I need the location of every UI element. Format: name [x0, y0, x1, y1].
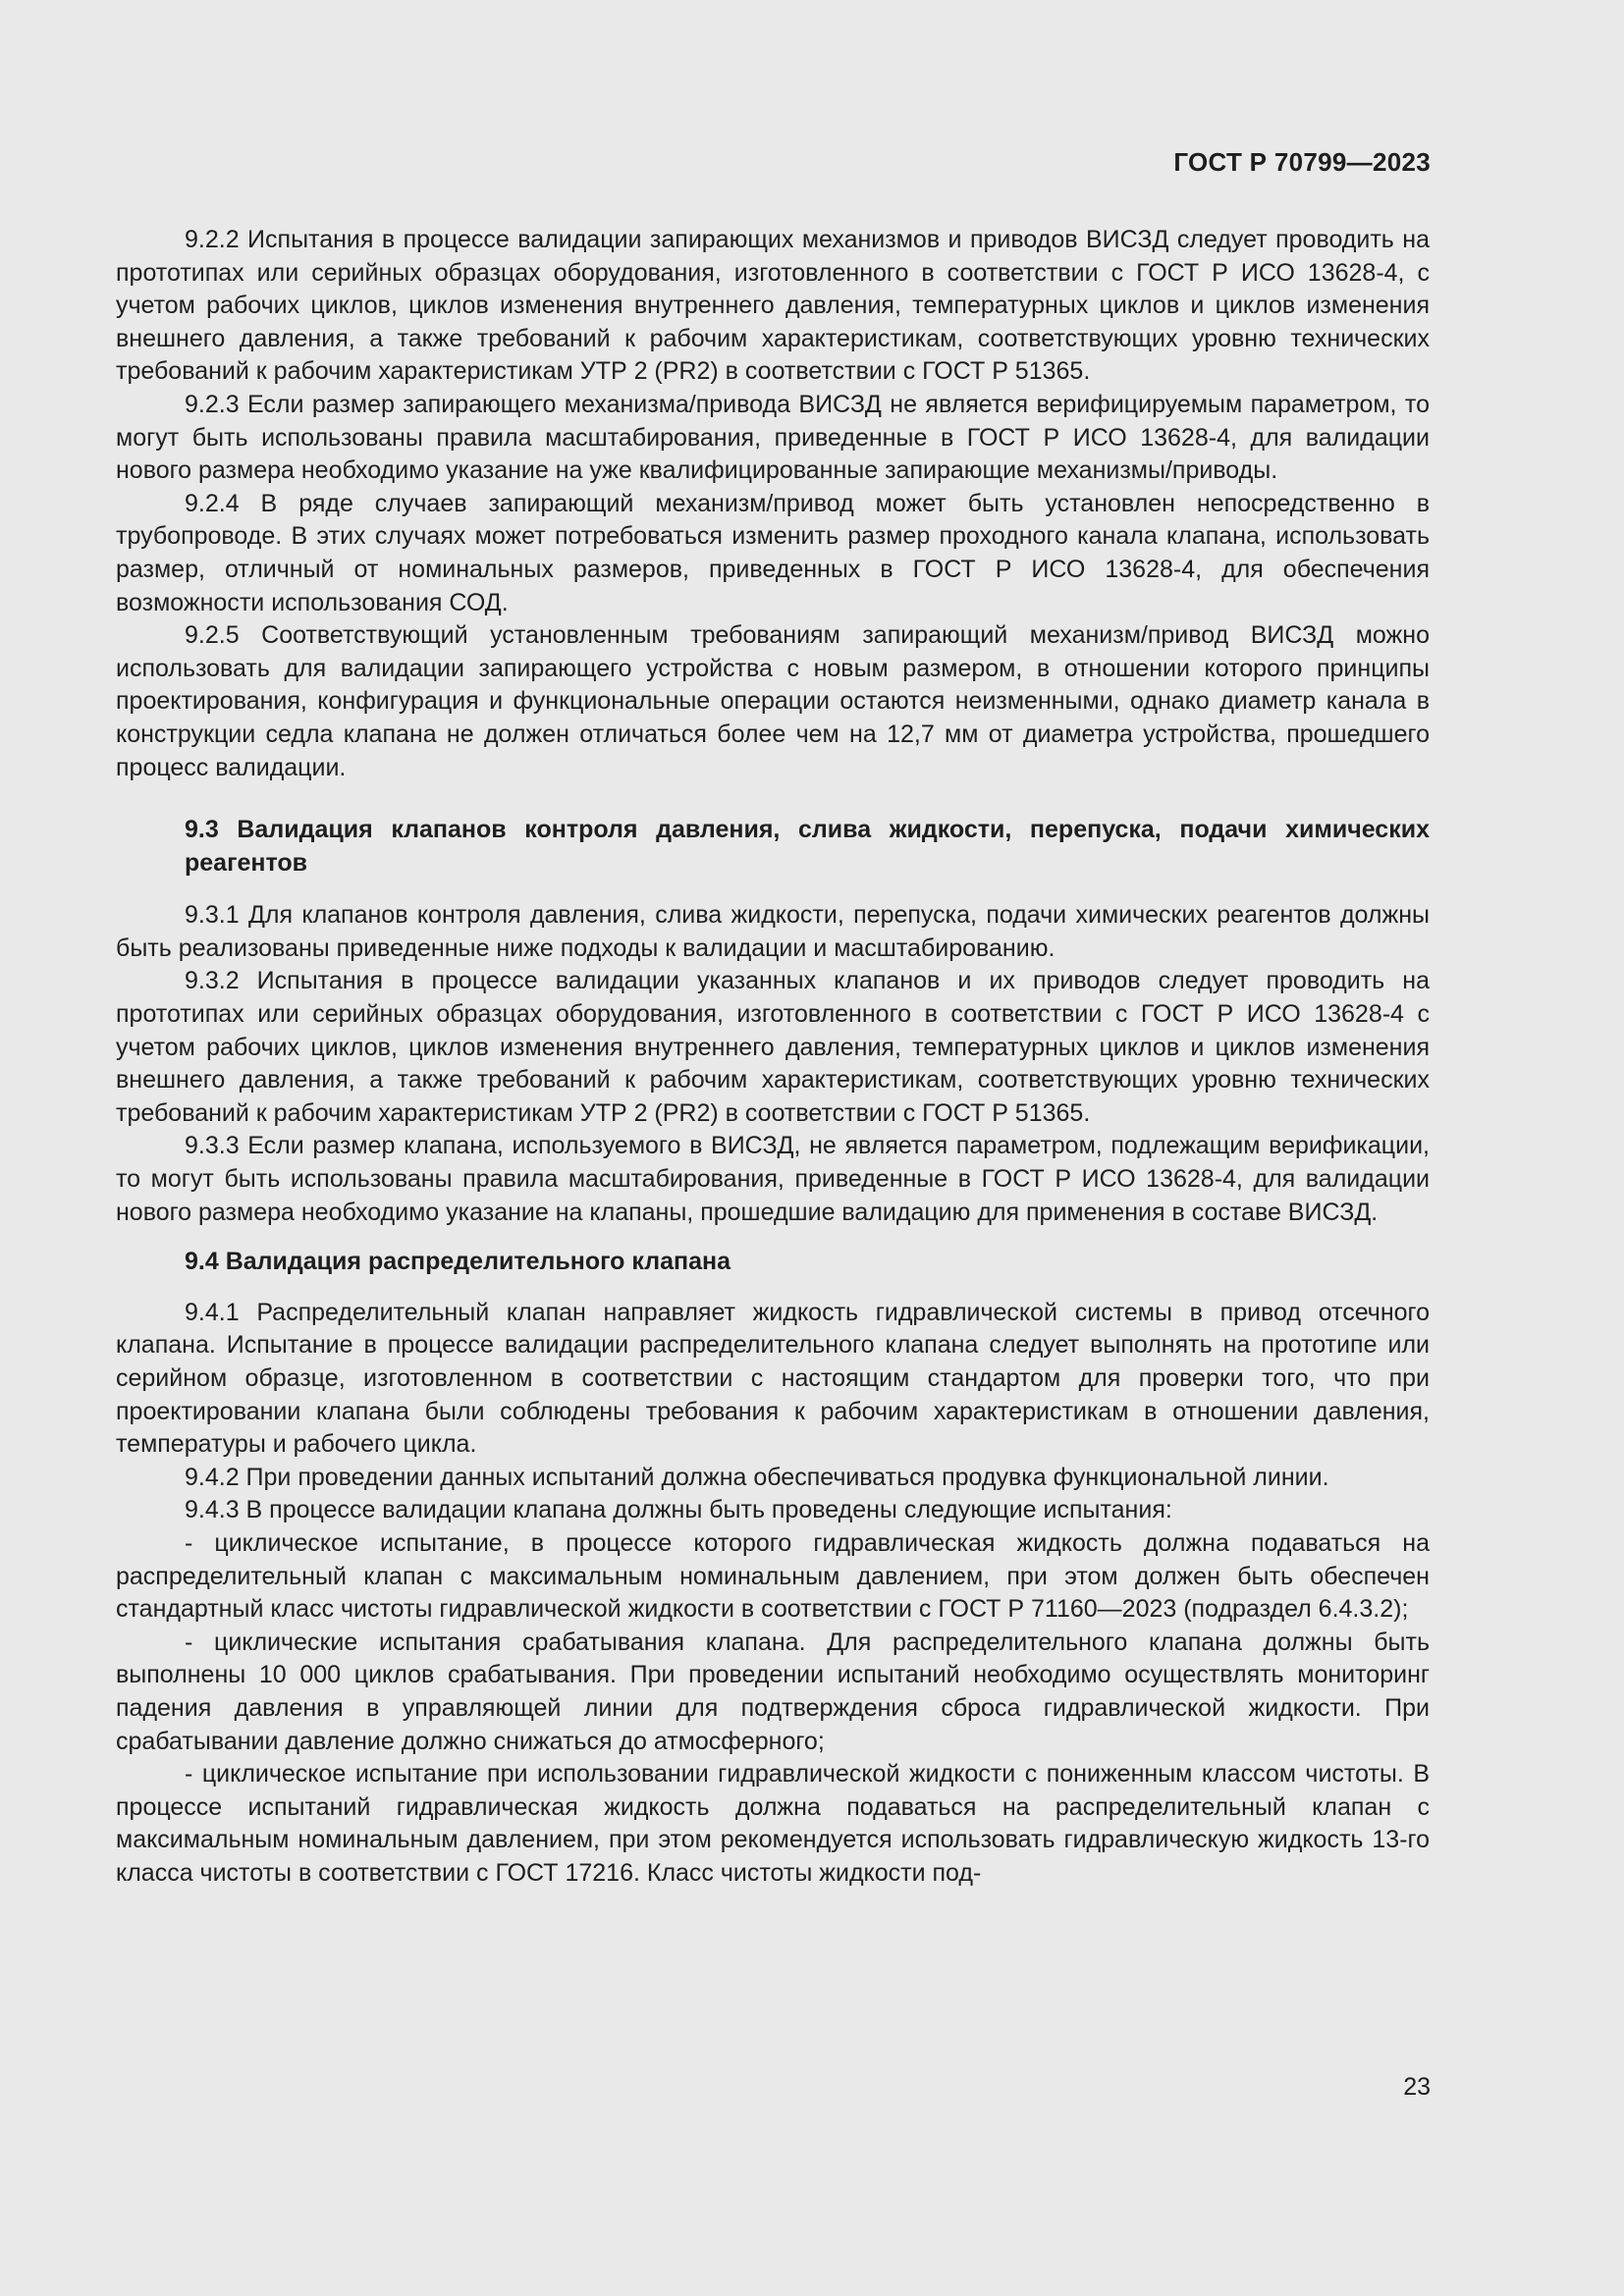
paragraph-9-4-2: 9.4.2 При проведении данных испытаний должна обеспечиваться продувка функциональной линии. — [185, 1463, 1329, 1491]
paragraph-9-2-5: 9.2.5 Соответствующий установленным требованиям запирающий механизм/привод ВИСЗД можно использовать для валидации запирающего устройства с новым размером, в отношении которого принципы проектирования, конфигурация и функциональные операции остаются неизменными, однако диаметр канала в конструкции седла клапана не должен отличаться более чем на 12,7 мм от диаметра устройства, прошедшего процесс валидации. — [116, 621, 1430, 781]
paragraph-9-3-2: 9.3.2 Испытания в процессе валидации указанных клапанов и их приводов следует проводить на прототипах или серийных образцах оборудования, изготовленного в соответствии с ГОСТ Р ИСО 13628-4 с учетом рабочих циклов, циклов изменения внутреннего давления, температурных циклов и циклов изменения внешнего давления, а также требований к рабочим характеристикам, соответствующих уровню технических требований к рабочим характеристикам УТР 2 (PR2) в соответствии с ГОСТ Р 51365. — [116, 967, 1430, 1127]
paragraph-9-2-2: 9.2.2 Испытания в процессе валидации запирающих механизмов и приводов ВИСЗД следует проводить на прототипах или серийных образцах оборудования, изготовленного в соответствии с ГОСТ Р ИСО 13628-4, с учетом рабочих циклов, циклов изменения внутреннего давления, температурных циклов и циклов изменения внешнего давления, а также требований к рабочим характеристикам, соответствующих уровню технических требований к рабочим характеристикам УТР 2 (PR2) в соответствии с ГОСТ Р 51365. — [116, 226, 1430, 386]
paragraph-9-2-4: 9.2.4 В ряде случаев запирающий механизм/привод может быть установлен непосредственно в трубопроводе. В этих случаях может потребоваться изменить размер проходного канала клапана, использовать размер, отличный от номинальных размеров, приведенных в ГОСТ Р ИСО 13628-4, для обеспечения возможности использования СОД. — [116, 489, 1430, 616]
paragraph-9-2-3: 9.2.3 Если размер запирающего механизма/привода ВИСЗД не является верифицируемым параметром, то могут быть использованы правила масштабирования, приведенные в ГОСТ Р ИСО 13628-4, для валидации нового размера необходимо указание на уже квалифицированные запирающие механизмы/приводы. — [116, 390, 1430, 485]
section-heading-9-4: 9.4 Валидация распределительного клапана — [185, 1248, 731, 1276]
page-number: 23 — [1403, 2073, 1431, 2101]
list-item-actuation-test: - циклические испытания срабатывания клапана. Для распределительного клапана должны быть выполнены 10 000 циклов срабатывания. При проведении испытаний необходимо осуществлять мониторинг падения давления в управляющей линии для подтверждения сброса гидравлической жидкости. При срабатывании давление должно снижаться до атмосферного; — [116, 1628, 1430, 1755]
paragraph-9-4-3: 9.4.3 В процессе валидации клапана должны быть проведены следующие испытания: — [185, 1496, 1172, 1524]
list-item-reduced-cleanliness-test: - циклическое испытание при использовании гидравлической жидкости с пониженным классом чистоты. В процессе испытаний гидравлическая жидкость должна подаваться на распределительный клапан с максимальным номинальным давлением, при этом рекомендуется использовать гидравлическую жидкость 13-го класса чистоты в соответствии с ГОСТ 17216. Класс чистоты жидкости под- — [116, 1760, 1430, 1887]
document-id-header: ГОСТ Р 70799—2023 — [1173, 147, 1431, 177]
paragraph-9-4-1: 9.4.1 Распределительный клапан направляет жидкость гидравлической системы в привод отсечного клапана. Испытание в процессе валидации распределительного клапана следует выполнять на прототипе или серийном образце, изготовленном в соответствии с настоящим стандартом для проверки того, что при проектировании клапана были соблюдены требования к рабочим характеристикам в отношении давления, температуры и рабочего цикла. — [116, 1298, 1430, 1459]
section-heading-9-3: 9.3 Валидация клапанов контроля давления, слива жидкости, перепуска, подачи химических реагентов — [185, 816, 1430, 877]
list-item-cyclic-test: - циклическое испытание, в процессе которого гидравлическая жидкость должна подаваться на распределительный клапан с максимальным номинальным давлением, при этом должен быть обеспечен стандартный класс чистоты гидравлической жидкости в соответствии с ГОСТ Р 71160—2023 (подраздел 6.4.3.2); — [116, 1528, 1430, 1624]
page-body — [116, 224, 1430, 1891]
paragraph-9-3-1: 9.3.1 Для клапанов контроля давления, слива жидкости, перепуска, подачи химических реагентов должны быть реализованы приведенные ниже подходы к валидации и масштабированию. — [116, 901, 1430, 962]
paragraph-9-3-3: 9.3.3 Если размер клапана, используемого в ВИСЗД, не является параметром, подлежащим верификации, то могут быть использованы правила масштабирования, приведенные в ГОСТ Р ИСО 13628-4, для валидации нового размера необходимо указание на клапаны, прошедшие валидацию для применения в составе ВИСЗД. — [116, 1132, 1430, 1226]
